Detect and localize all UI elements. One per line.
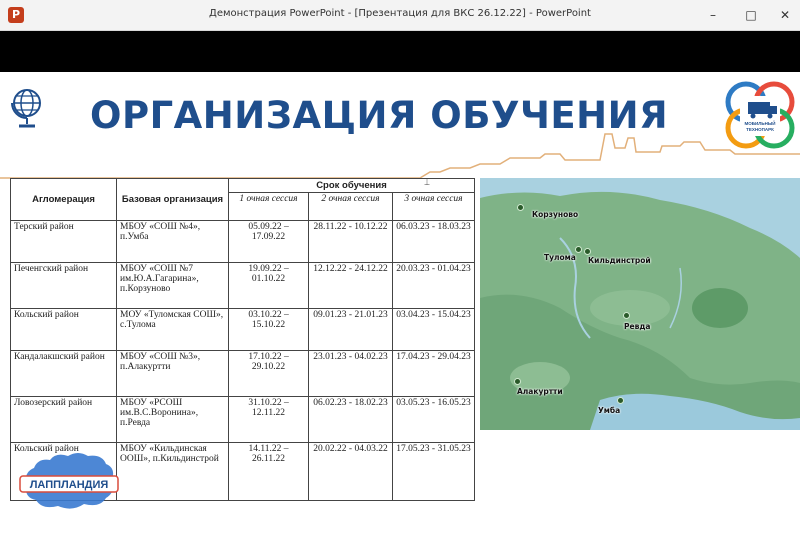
header-session-2: 2 очная сессия <box>309 193 393 221</box>
cell-session-3: 03.04.23 - 15.04.23 <box>393 309 475 351</box>
slide-title: ОРГАНИЗАЦИЯ ОБУЧЕНИЯ <box>90 94 669 137</box>
map-pin-icon[interactable] <box>514 378 521 385</box>
cell-session-2: 06.02.23 - 18.02.23 <box>309 397 393 443</box>
header-period: Срок обучения <box>229 179 475 193</box>
lapplandia-text: ЛАППЛАНДИЯ <box>29 479 109 491</box>
cell-session-3: 20.03.23 - 01.04.23 <box>393 263 475 309</box>
cell-org: МБОУ «СОШ №4», п.Умба <box>117 221 229 263</box>
minimize-button[interactable]: – <box>710 8 716 22</box>
map-pin-icon[interactable] <box>617 397 624 404</box>
map-pin-icon[interactable] <box>623 312 630 319</box>
map-label: Алакуртти <box>517 387 563 396</box>
cell-session-1: 03.10.22 – 15.10.22 <box>229 309 309 351</box>
cell-org: МБОУ «СОШ №3», п.Алакуртти <box>117 351 229 397</box>
maximize-button[interactable]: □ <box>745 8 757 22</box>
header-session-3: 3 очная сессия <box>393 193 475 221</box>
cell-org: МБОУ «РСОШ им.В.С.Воронина», п.Ревда <box>117 397 229 443</box>
cell-session-2: 09.01.23 - 21.01.23 <box>309 309 393 351</box>
cell-agglomeration: Ловозерский район <box>11 397 117 443</box>
map-label: Тулома <box>544 253 576 262</box>
cell-session-2: 12.12.22 - 24.12.22 <box>309 263 393 309</box>
cell-session-3: 17.05.23 - 31.05.23 <box>393 443 475 501</box>
cell-session-2: 28.11.22 - 10.12.22 <box>309 221 393 263</box>
table-row <box>11 397 475 443</box>
table-row <box>11 309 475 351</box>
cell-agglomeration: Печенгский район <box>11 263 117 309</box>
map-label: Умба <box>598 406 621 415</box>
table-row <box>11 351 475 397</box>
slide <box>0 72 800 533</box>
globe-icon <box>8 86 46 130</box>
map-label: Ревда <box>624 322 651 331</box>
cell-agglomeration: Терский район <box>11 221 117 263</box>
cell-agglomeration: Кандалакшский район <box>11 351 117 397</box>
cell-agglomeration: Кольский район <box>11 443 117 501</box>
map-pin-icon[interactable] <box>517 204 524 211</box>
header-agglomeration: Агломерация <box>11 179 117 221</box>
logo-text: МОБИЛЬНЫЙ <box>744 121 776 126</box>
cell-session-1: 17.10.22 – 29.10.22 <box>229 351 309 397</box>
cell-session-3: 03.05.23 - 16.05.23 <box>393 397 475 443</box>
map-pin-icon[interactable] <box>584 248 591 255</box>
cell-session-3: 06.03.23 - 18.03.23 <box>393 221 475 263</box>
mobile-technopark-logo <box>722 78 798 154</box>
cell-session-2: 20.02.22 - 04.03.22 <box>309 443 393 501</box>
header-session-1: 1 очная сессия <box>229 193 309 221</box>
cell-session-2: 23.01.23 - 04.02.23 <box>309 351 393 397</box>
logo-text-2: ТЕХНОПАРК <box>746 127 774 132</box>
table-row <box>11 263 475 309</box>
powerpoint-app-icon: P <box>8 7 24 23</box>
cell-session-1: 19.09.22 – 01.10.22 <box>229 263 309 309</box>
lapplandia-logo <box>16 444 122 514</box>
cell-session-3: 17.04.23 - 29.04.23 <box>393 351 475 397</box>
cell-session-1: 14.11.22 – 26.11.22 <box>229 443 309 501</box>
cell-org: МБОУ «СОШ №7 им.Ю.А.Гагарина», п.Корзуново <box>117 263 229 309</box>
region-map[interactable] <box>480 178 800 430</box>
mouse-cursor-icon: ⌶ <box>424 177 430 188</box>
header-base-org: Базовая организация <box>117 179 229 221</box>
map-label: Корзуново <box>532 210 579 219</box>
table-row <box>11 221 475 263</box>
window-titlebar <box>0 0 800 31</box>
presentation-letterbox-top <box>0 31 800 72</box>
cell-session-1: 31.10.22 – 12.11.22 <box>229 397 309 443</box>
cell-agglomeration: Кольский район <box>11 309 117 351</box>
cell-org: МОУ «Туломская СОШ», с.Тулома <box>117 309 229 351</box>
close-button[interactable]: ✕ <box>779 8 791 22</box>
map-pin-icon[interactable] <box>575 246 582 253</box>
map-label: Кильдинстрой <box>588 256 651 265</box>
cell-org: МБОУ «Кильдинская ООШ», п.Кильдинстрой <box>117 443 229 501</box>
window-title: Демонстрация PowerPoint - [Презентация для ВКС 26.12.22] - PowerPoint <box>209 8 591 19</box>
cell-session-1: 05.09.22 – 17.09.22 <box>229 221 309 263</box>
